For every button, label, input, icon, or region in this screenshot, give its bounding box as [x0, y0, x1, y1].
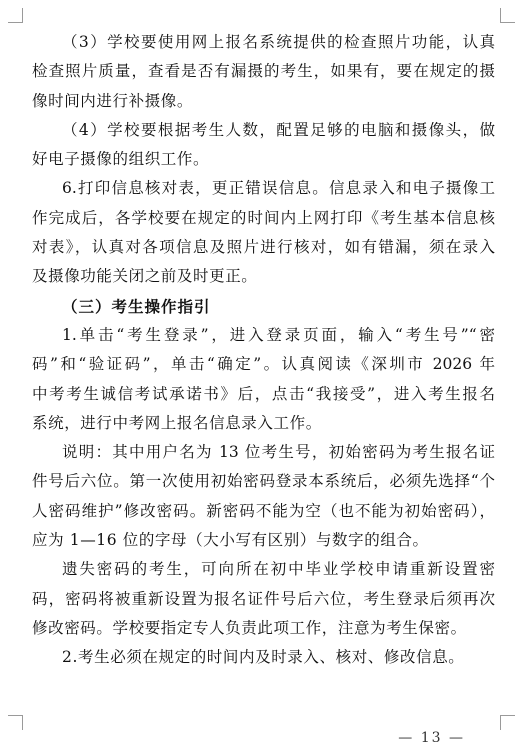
crop-mark-bottom-right	[500, 715, 515, 730]
paragraph-line: 修改密码。学校要指定专人负责此项工作，注意为考生保密。	[32, 618, 467, 637]
paragraph-line: 人密码维护”修改密码。新密码不能为空（也不能为初始密码），	[32, 501, 495, 520]
paragraph-line: 码”和“验证码”，单击“确定”。认真阅读《深圳市 2026 年	[32, 355, 495, 374]
paragraph-line: 件号后六位。第一次使用初始密码登录本系统后，必须先选择“个	[32, 472, 495, 491]
paragraph-line: 应为 1—16 位的字母（大小写有区别）与数字的组合。	[32, 531, 429, 550]
paragraph-line: 遗失密码的考生，可向所在初中毕业学校申请重新设置密	[62, 560, 495, 579]
section-heading: （三）考生操作指引	[62, 296, 211, 316]
paragraph-line: 好电子摄像的组织工作。	[32, 150, 210, 169]
paragraph-line: 像时间内进行补摄像。	[32, 91, 194, 110]
paragraph-line: 中考考生诚信考试承诺书》后，点击“我接受”，进入考生报名	[32, 384, 495, 403]
paragraph-line: 对表》，认真对各项信息及照片进行核对，如有错漏，须在录入	[32, 238, 495, 257]
page-number: — 13 —	[398, 730, 465, 746]
paragraph-line: 6.打印信息核对表，更正错误信息。信息录入和电子摄像工	[62, 179, 495, 198]
crop-mark-top-left	[8, 8, 23, 23]
paragraph-line: 作完成后，各学校要在规定的时间内上网打印《考生基本信息核	[32, 208, 495, 227]
crop-mark-bottom-left	[8, 715, 23, 730]
paragraph-line: （3）学校要使用网上报名系统提供的检查照片功能，认真	[62, 33, 495, 51]
paragraph-line: 检查照片质量，查看是否有漏摄的考生，如果有，要在规定的摄	[32, 62, 495, 81]
document-body	[32, 28, 495, 673]
paragraph-line: 码，密码将被重新设置为报名证件号后六位，考生登录后须再次	[32, 589, 495, 608]
crop-mark-top-right	[500, 8, 515, 23]
paragraph-line: 1.单击“考生登录”，进入登录页面，输入“考生号”“密	[62, 325, 495, 344]
paragraph-line: 及摄像功能关闭之前及时更正。	[32, 267, 258, 286]
paragraph-line: （4）学校要根据考生人数，配置足够的电脑和摄像头，做	[62, 120, 495, 139]
paragraph-line: 系统，进行中考网上报名信息录入工作。	[32, 413, 322, 432]
paragraph-line: 说明：其中用户名为 13 位考生号，初始密码为考生报名证	[62, 443, 495, 462]
paragraph-line: 2.考生必须在规定的时间内及时录入、核对、修改信息。	[62, 648, 465, 667]
